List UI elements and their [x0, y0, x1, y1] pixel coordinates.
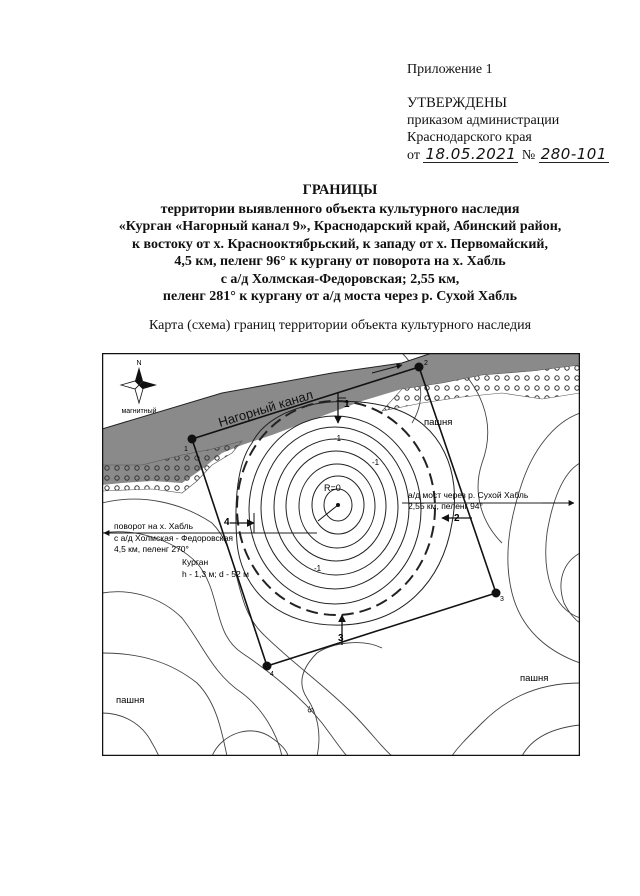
section-label-1: 1	[344, 399, 350, 410]
bridge-label-line-1: а/д мост через р. Сухой Хабль	[408, 490, 529, 500]
title-line-6: пеленг 281° к кургану от а/д моста через р. Сухой Хабль	[162, 289, 518, 304]
appendix-label: Приложение 1	[407, 62, 493, 77]
title-line-5: с а/д Холмская-Федоровская; 2,55 км,	[220, 271, 460, 287]
map-svg	[102, 353, 580, 756]
corner-label-2: 2	[424, 360, 428, 367]
approval-date-line	[407, 146, 609, 164]
boundary-map	[102, 353, 580, 756]
compass-label: магнитный	[121, 408, 157, 415]
document-title	[60, 182, 620, 306]
field-label-east: пашня	[520, 673, 549, 684]
kurgan-label-line-1: Курган	[182, 557, 209, 567]
contour-label-south: -1	[314, 564, 322, 573]
date-prefix: от	[407, 148, 420, 163]
approval-heading: УТВЕРЖДЕНЫ	[407, 95, 508, 111]
section-label-4: 4	[224, 517, 230, 528]
contour-label-north: -1	[334, 434, 342, 443]
kurgan-center-label: R=0	[324, 483, 341, 493]
compass-north-letter: N	[136, 360, 142, 367]
corner-point-1	[188, 435, 197, 444]
contour-label-east: -1	[372, 458, 380, 467]
kurgan-center-point	[336, 503, 340, 507]
corner-label-4: 4	[270, 671, 274, 678]
turn-label-line-1: поворот на х. Хабль	[114, 521, 194, 531]
contour-label-southwest: -5	[305, 704, 316, 714]
approval-line-2: Краснодарского края	[407, 130, 532, 145]
approval-line-1: приказом администрации	[407, 113, 560, 128]
corner-point-2	[415, 363, 424, 372]
title-line-2: «Курган «Нагорный канал 9», Краснодарский край, Абинский район,	[118, 219, 562, 234]
approval-block	[407, 95, 609, 164]
corner-label-3: 3	[500, 596, 504, 603]
number-sign: №	[521, 148, 536, 163]
radius-line	[318, 505, 338, 521]
kurgan-label-line-2: h - 1,3 м; d - 52 м	[182, 569, 249, 579]
approval-date: 18.05.2021	[425, 145, 517, 163]
compass-rose	[121, 367, 157, 403]
field-label-north: пашня	[424, 417, 453, 428]
bridge-label-line-2: 2,55 км, пеленг 94°	[408, 501, 483, 511]
title-line-3: к востоку от х. Краснооктябрьский, к западу от х. Первомайский,	[131, 236, 548, 252]
turn-label-line-2: с а/д Холмская - Федоровская	[114, 533, 234, 543]
title-heading: ГРАНИЦЫ	[302, 182, 378, 198]
turn-label-line-3: 4,5 км, пеленг 270°	[114, 544, 189, 554]
corner-label-1: 1	[184, 446, 188, 453]
section-label-3: 3	[338, 633, 344, 644]
title-line-1: территории выявленного объекта культурного наследия	[160, 201, 520, 217]
corner-point-4	[263, 662, 272, 671]
title-line-4: 4,5 км, пеленг 96° к кургану от поворота на х. Хабль	[174, 254, 506, 269]
section-label-2: 2	[454, 513, 460, 524]
approval-number: 280-101	[540, 145, 607, 163]
map-caption: Карта (схема) границ территории объекта культурного наследия	[148, 318, 532, 333]
field-label-west: пашня	[116, 695, 145, 706]
canal-label: Нагорный канал	[216, 386, 315, 430]
